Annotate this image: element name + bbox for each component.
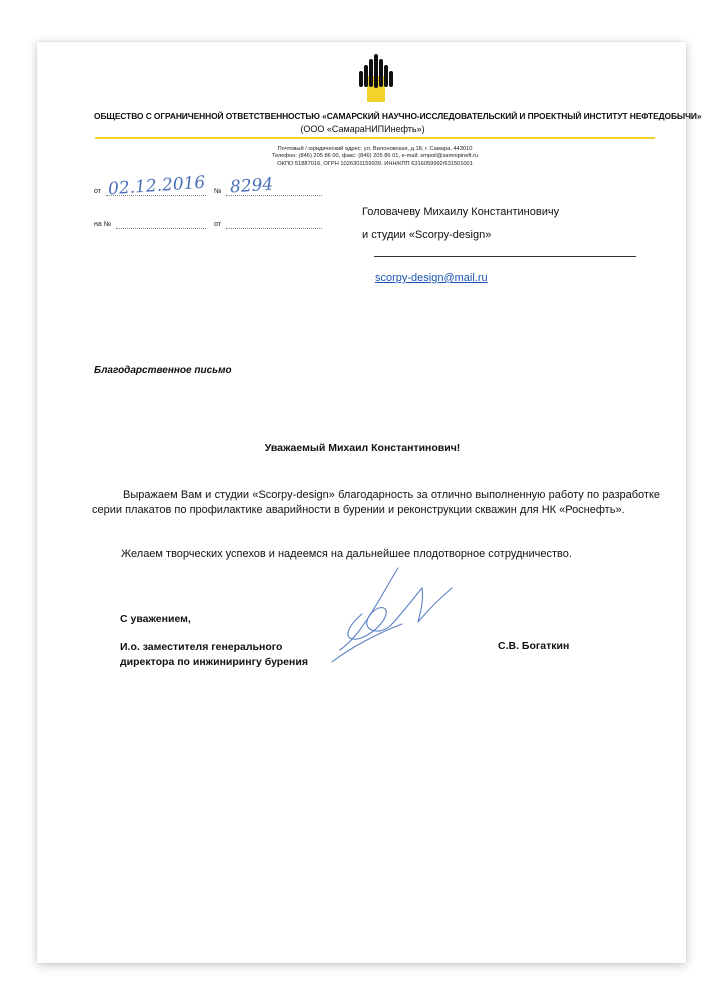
handwritten-number: 8294 bbox=[229, 174, 274, 198]
letter-paragraph-1: Выражаем Вам и студии «Scorpy-design» благодарность за отлично выполненную работу по разработке серии плакатов по профилактике аварийности в бурении и реконструкции скважин для НК «Роснефть». bbox=[92, 489, 660, 516]
letter-type: Благодарственное письмо bbox=[94, 365, 232, 376]
recipient-name: Головачеву Михаилу Константиновичу bbox=[362, 206, 560, 218]
date-label: от bbox=[94, 188, 101, 195]
contact-phone: Телефон: (846) 205 86 00, факс: (846) 205 86 01, e-mail: smpoil@samnipineft.ru bbox=[271, 153, 479, 160]
signer-position bbox=[120, 640, 308, 670]
contact-details bbox=[200, 146, 550, 168]
company-logo bbox=[358, 54, 394, 104]
salutation: Уважаемый Михаил Константинович! bbox=[264, 442, 461, 454]
organization-short-name: (ООО «СамараНИПИнефть») bbox=[300, 124, 425, 134]
recipient-block bbox=[362, 201, 559, 247]
signer-name: С.В. Богаткин bbox=[498, 640, 570, 652]
recipient-studio: и студии «Scorpy-design» bbox=[362, 229, 492, 241]
handwritten-signature bbox=[328, 562, 458, 667]
signer-position-line-1: И.о. заместителя генерального bbox=[120, 641, 283, 653]
number-label: № bbox=[214, 188, 222, 195]
organization-name: ОБЩЕСТВО С ОГРАНИЧЕННОЙ ОТВЕТСТВЕННОСТЬЮ «САМАРСКИЙ НАУЧНО-ИССЛЕДОВАТЕЛЬСКИЙ И ПРОЕКТНЫЙ ИНСТИТУТ НЕФТЕДОБЫЧИ» bbox=[94, 111, 702, 121]
reference-line bbox=[116, 228, 206, 229]
contact-registry: ОКПО 51887016, ОГРН 1026301159939, ИНН/КПП 6316059992/631501001 bbox=[277, 160, 473, 167]
signer-position-line-2: директора по инжинирингу бурения bbox=[120, 656, 308, 668]
closing-regards: С уважением, bbox=[120, 613, 191, 625]
reference-date-label: от bbox=[214, 221, 221, 228]
letter-paragraph-2: Желаем творческих успехов и надеемся на дальнейшее плодотворное сотрудничество. bbox=[121, 548, 572, 560]
header-divider bbox=[95, 137, 655, 139]
reference-date-line bbox=[226, 228, 322, 229]
contact-address: Почтовый / юридический адрес: ул. Вилоновская, д.18, г. Самара, 443010 bbox=[277, 146, 473, 152]
reference-label: на № bbox=[94, 221, 112, 228]
recipient-divider bbox=[374, 256, 636, 257]
recipient-email-link[interactable]: scorpy-design@mail.ru bbox=[375, 272, 488, 284]
handwritten-date: 02.12.2016 bbox=[107, 172, 206, 200]
